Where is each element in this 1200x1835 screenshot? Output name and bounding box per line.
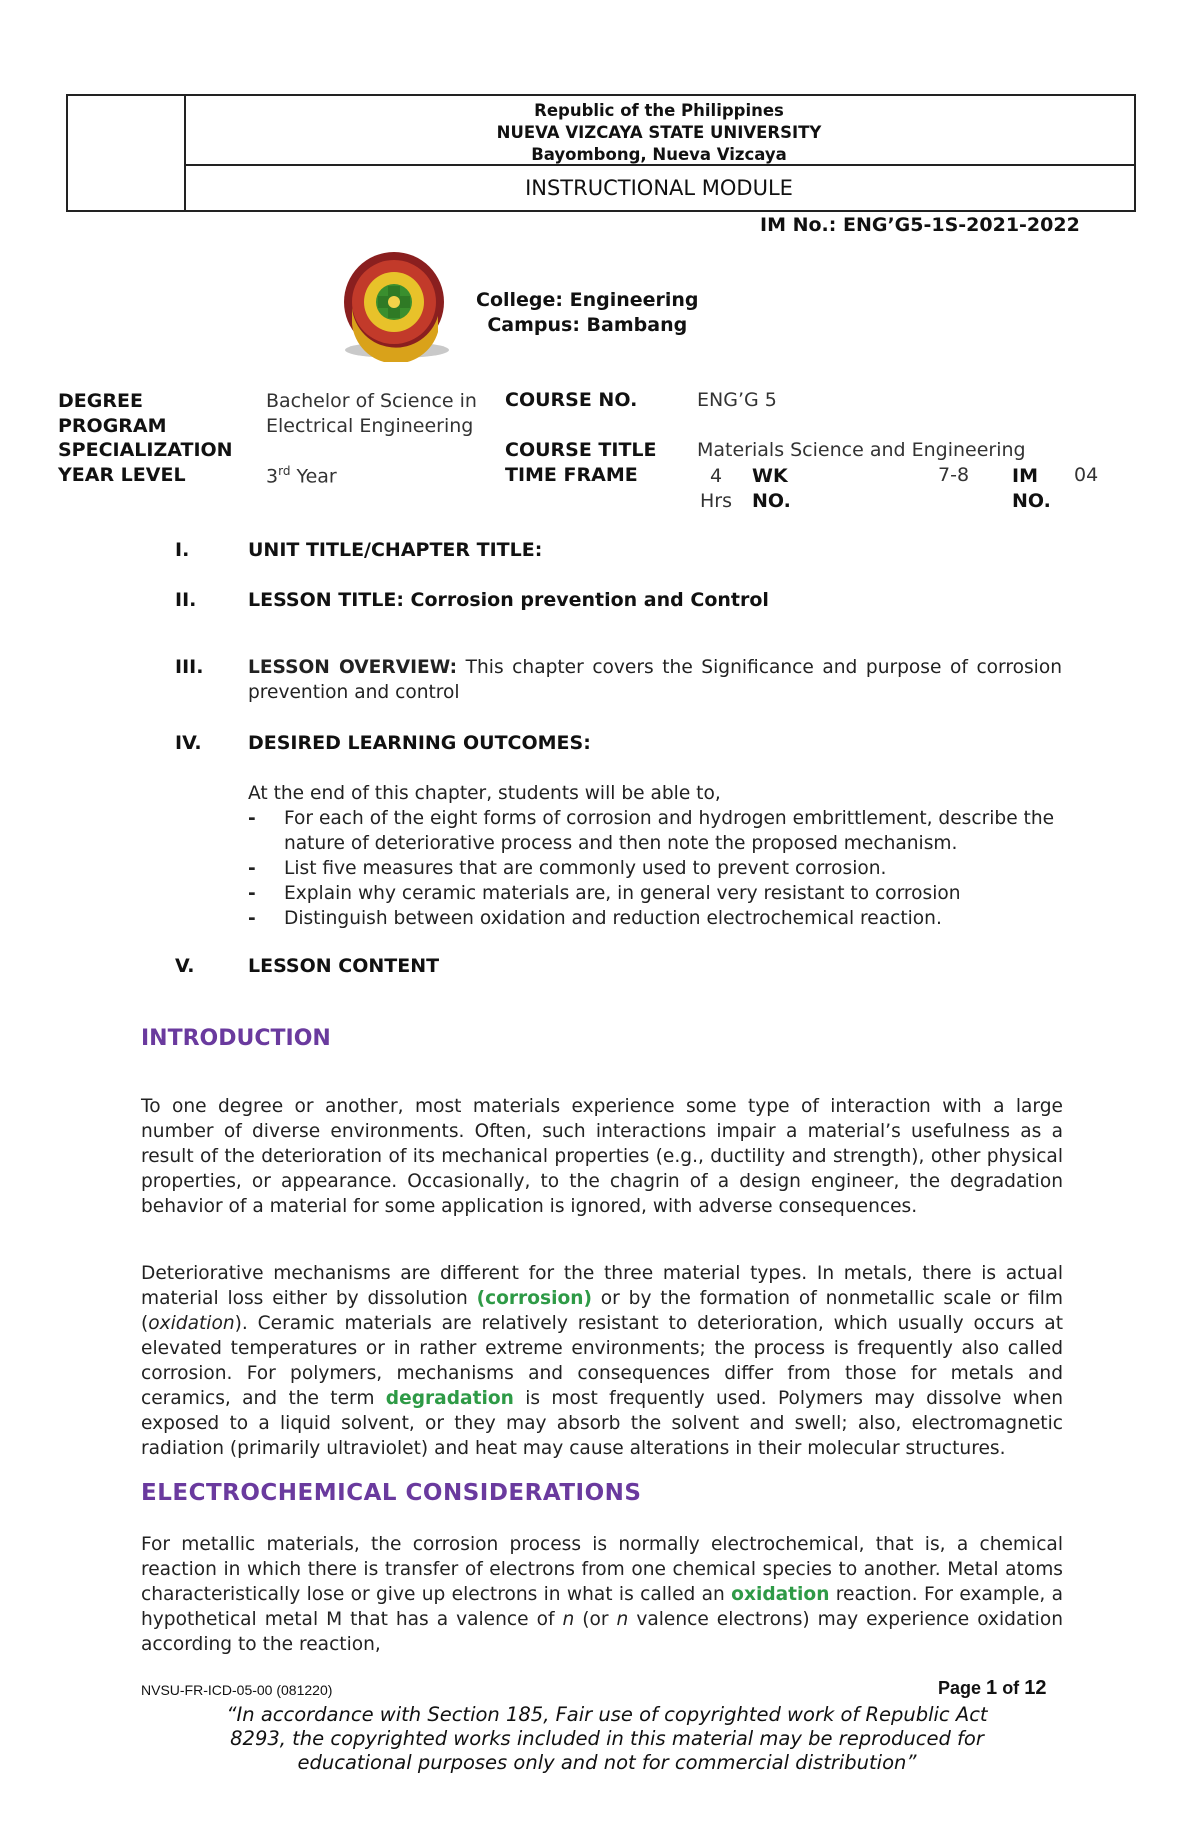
bullet: -	[248, 858, 256, 879]
outcome-text: Explain why ceramic materials are, in general very resistant to corrosion	[284, 883, 961, 904]
bullet: -	[248, 908, 256, 929]
time-frame-unit: Hrs	[700, 490, 732, 512]
im-label-line1: IM	[1012, 465, 1038, 487]
introduction-paragraph-1: To one degree or another, most materials experience some type of interaction with a large number of diverse environments. Often, such interactions impair a material’s usefulness as a result of the deterioration of its mechanical properties (e.g., ductility and strength), other physical properties, or appearance. Occasionally, to the chagrin of a design engineer, the degradation behavior of a material for some application is ignored, with adverse consequences.	[141, 1096, 1063, 1217]
time-frame-label: TIME FRAME	[505, 464, 638, 486]
variable-n: n	[616, 1609, 629, 1630]
year-level-value	[266, 464, 337, 487]
year-level-number: 3	[266, 465, 279, 488]
list-item	[248, 856, 1068, 881]
text-run: valence electrons) may experience oxidation according to the reaction,	[141, 1609, 1063, 1655]
section-1-number: I.	[175, 539, 190, 561]
outcomes-intro: At the end of this chapter, students will be able to,	[248, 783, 721, 804]
im-label	[1012, 464, 1051, 514]
year-level-word: Year	[296, 465, 337, 488]
variable-n: n	[562, 1609, 575, 1630]
header-institution	[184, 96, 1134, 166]
im-number: IM No.: ENG’G5-1S-2021-2022	[760, 214, 1080, 236]
wk-label	[752, 464, 791, 514]
campus-label: Campus: Bambang	[487, 314, 688, 336]
text-run: ). Ceramic materials are relatively resistant to deterioration, which usually occurs at elevated temperatures or in rather extreme environments; the process is frequently also called corrosion. For polymers, mechanisms and consequences differ from those for metals and ceramics, and the term	[141, 1313, 1063, 1409]
outcome-text: Distinguish between oxidation and reduction electrochemical reaction.	[284, 908, 942, 929]
university-name: NUEVA VIZCAYA STATE UNIVERSITY	[496, 123, 822, 142]
university-seal-icon	[332, 250, 462, 362]
keyword-oxidation-italic: oxidation	[148, 1313, 235, 1334]
copyright-note: “In accordance with Section 185, Fair use of copyrighted work of Republic Act 8293, the copyrighted works included in this material may be reproduced for educational purposes only and not for commercial distribution”	[226, 1703, 988, 1774]
university-location: Bayombong, Nueva Vizcaya	[531, 145, 787, 164]
page-total: 12	[1024, 1677, 1047, 1699]
course-no-label: COURSE NO.	[505, 389, 638, 411]
list-item	[248, 906, 1068, 931]
keyword-degradation: degradation	[385, 1388, 514, 1409]
page-indicator	[938, 1677, 1046, 1700]
learning-outcomes	[248, 781, 1068, 931]
time-frame-value	[697, 464, 735, 514]
text-run: or by the formation of nonmetallic scale or film (	[141, 1288, 1063, 1334]
im-value: 04	[1074, 464, 1099, 486]
degree-label	[58, 389, 167, 439]
keyword-corrosion: (corrosion)	[476, 1288, 592, 1309]
degree-value-line1: Bachelor of Science in	[266, 390, 477, 412]
text-run: For metallic materials, the corrosion process is normally electrochemical, that is, a chemical reaction in which there is transfer of electrons from one chemical species to another. Metal atoms characteristically lose or give up electrons in what is called an	[141, 1534, 1063, 1605]
college-label: College: Engineering	[476, 289, 699, 311]
section-4-number: IV.	[175, 732, 202, 754]
text-run: reaction. For example, a hypothetical metal M that has a valence of	[141, 1584, 1063, 1630]
section-2-number: II.	[175, 589, 197, 611]
year-level-label: YEAR LEVEL	[58, 464, 186, 486]
electrochemical-heading: ELECTROCHEMICAL CONSIDERATIONS	[141, 1480, 642, 1506]
page-number: 1	[986, 1677, 998, 1699]
degree-value-line2: Electrical Engineering	[266, 415, 474, 437]
text-run: (or	[574, 1609, 617, 1630]
lesson-overview-label: LESSON OVERVIEW:	[248, 657, 458, 678]
electrochemical-paragraph	[141, 1532, 1063, 1657]
time-frame-number: 4	[709, 465, 723, 487]
specialization-label: SPECIALIZATION	[58, 439, 233, 461]
course-no-value: ENG’G 5	[697, 389, 777, 411]
of-word: of	[1002, 1678, 1020, 1698]
wk-label-line1: WK	[752, 465, 788, 487]
im-label-line2: NO.	[1012, 490, 1051, 512]
module-title: INSTRUCTIONAL MODULE	[525, 176, 793, 200]
document-code: NVSU-FR-ICD-05-00 (081220)	[141, 1682, 333, 1698]
outcome-text: For each of the eight forms of corrosion and hydrogen embrittlement, describe the nature of deteriorative process and then note the proposed mechanism.	[284, 808, 1055, 854]
degree-label-line2: PROGRAM	[58, 415, 167, 437]
republic-text: Republic of the Philippines	[534, 101, 784, 120]
college-campus	[476, 288, 699, 338]
list-item	[248, 806, 1068, 856]
year-level-suffix: rd	[278, 464, 291, 478]
course-title-value: Materials Science and Engineering	[697, 439, 1026, 461]
course-title-label: COURSE TITLE	[505, 439, 657, 461]
header-logo-cell	[68, 96, 186, 210]
section-5-number: V.	[175, 955, 195, 977]
outcomes-list	[248, 806, 1068, 931]
introduction-paragraph-2	[141, 1261, 1063, 1461]
text-run: is most frequently used. Polymers may dissolve when exposed to a liquid solvent, or they may absorb the solvent and swell; also, electromagnetic radiation (primarily ultraviolet) and heat may cause alterations in their molecular structures.	[141, 1388, 1063, 1459]
list-item	[248, 881, 1068, 906]
bullet: -	[248, 808, 256, 829]
learning-outcomes-title: DESIRED LEARNING OUTCOMES:	[248, 732, 591, 754]
wk-label-line2: NO.	[752, 490, 791, 512]
header-table	[66, 94, 1136, 212]
degree-value	[266, 389, 477, 439]
outcome-text: List five measures that are commonly used to prevent corrosion.	[284, 858, 887, 879]
wk-value: 7-8	[938, 464, 970, 486]
bullet: -	[248, 883, 256, 904]
lesson-title: LESSON TITLE: Corrosion prevention and Control	[248, 589, 769, 611]
lesson-overview-text: This chapter covers the Significance and purpose of corrosion prevention and control	[248, 657, 1062, 703]
lesson-overview	[248, 655, 1062, 705]
lesson-content-title: LESSON CONTENT	[248, 955, 440, 977]
section-3-number: III.	[175, 656, 204, 678]
introduction-heading: INTRODUCTION	[141, 1026, 331, 1051]
keyword-oxidation: oxidation	[731, 1584, 830, 1605]
page-word: Page	[938, 1678, 982, 1698]
degree-label-line1: DEGREE	[58, 390, 143, 412]
section-1-title: UNIT TITLE/CHAPTER TITLE:	[248, 539, 543, 561]
text-run: Deteriorative mechanisms are different for the three material types. In metals, there is actual material loss either by dissolution	[141, 1263, 1063, 1309]
